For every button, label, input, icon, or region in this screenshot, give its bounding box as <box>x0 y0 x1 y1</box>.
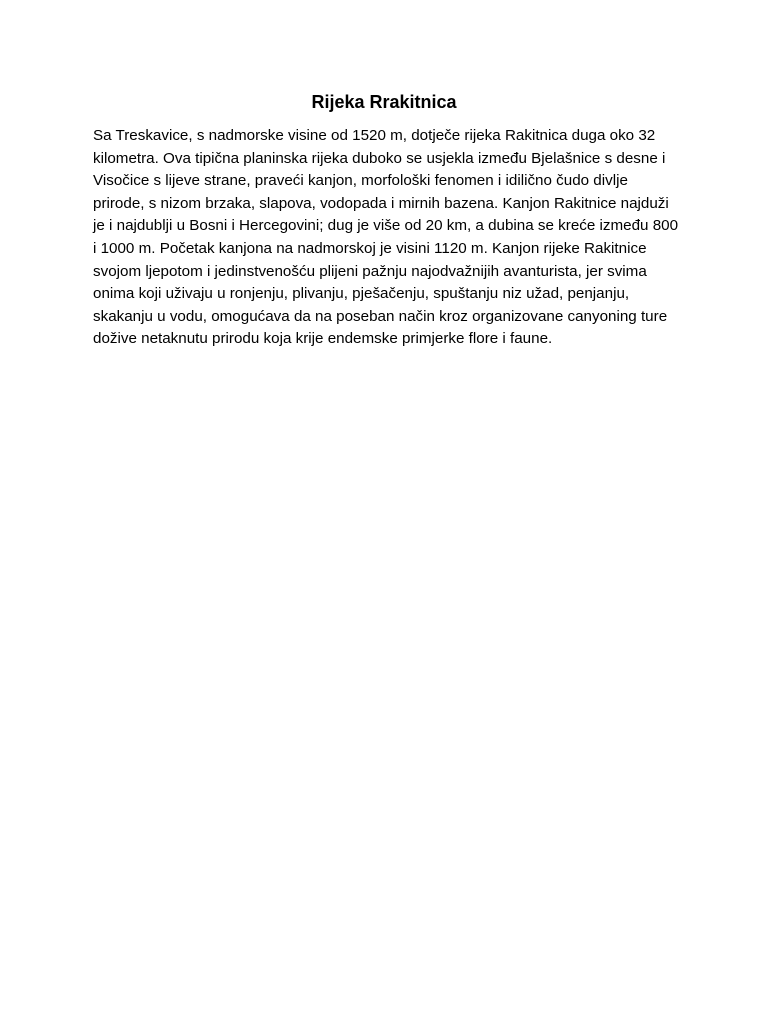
document-paragraph: Sa Treskavice, s nadmorske visine od 1520 m, dotječe rijeka Rakitnica duga oko 32 kilometra. Ova tipična planinska rijeka duboko se usjekla između Bjelašnice s desne i Visočice s lijeve strane, praveći kanjon, morfološki fenomen i idilično čudo divlje prirode, s nizom brzaka, slapova, vodopada i mirnih bazena. Kanjon Rakitnice najduži je i najdublji u Bosni i Hercegovini; dug je više od 20 km, a dubina se kreće između 800 i 1000 m. Početak kanjona na nadmorskoj je visini 1120 m. Kanjon rijeke Rakitnice svojom ljepotom i jedinstvenošću plijeni pažnju najodvažnijih avanturista, jer svima onima koji uživaju u ronjenju, plivanju, pješačenju, spuštanju niz užad, penjanju, skakanju u vodu, omogućava da na poseban način kroz organizovane canyoning ture dožive netaknutu prirodu koja krije endemske primjerke flore i faune. <box>93 127 679 348</box>
document-title: Rijeka Rrakitnica <box>311 92 457 112</box>
